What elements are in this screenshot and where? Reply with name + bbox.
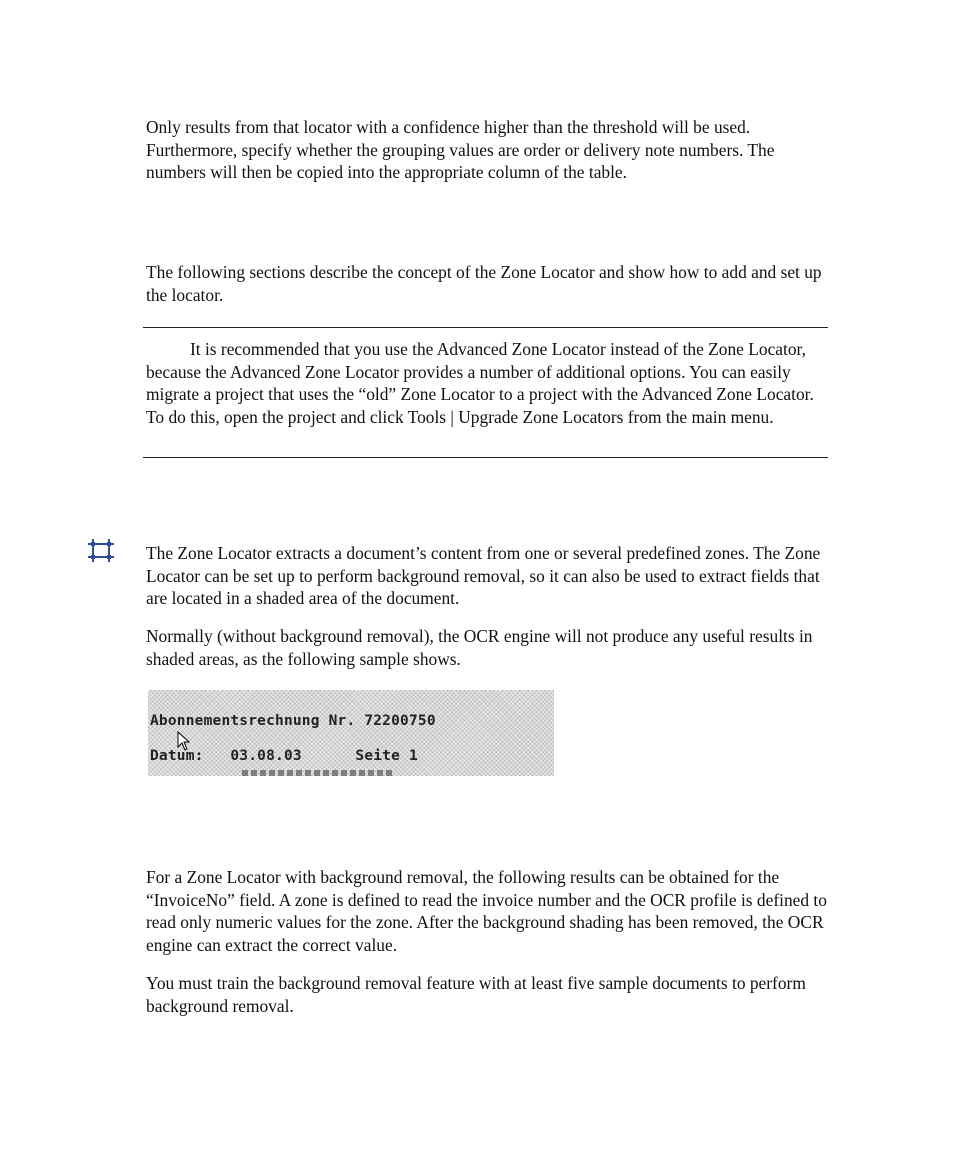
note-box	[143, 327, 828, 458]
sample-line-invoice: Abonnementsrechnung Nr. 72200750	[150, 713, 436, 729]
mouse-cursor-icon	[177, 731, 191, 751]
sample-line-date: Datum: 03.08.03 Seite 1	[150, 748, 418, 764]
paragraph-ocr-shaded: Normally (without background removal), the OCR engine will not produce any useful results in shaded areas, as the following sample shows.	[146, 626, 813, 669]
paragraph-concept: The Zone Locator extracts a document’s content from one or several predefined zones. The Zone Locator can be set up to perform background removal, so it can also be used to extract fields that are located in a shaded area of the document.	[146, 543, 821, 608]
paragraph-training: You must train the background removal feature with at least five sample documents to perform background removal.	[146, 973, 806, 1016]
sample-cutoff-text	[242, 770, 392, 776]
sample-shaded-image	[148, 690, 554, 776]
paragraph-sections-intro: The following sections describe the concept of the Zone Locator and show how to add and set up the locator.	[146, 262, 822, 305]
note-text: It is recommended that you use the Advanced Zone Locator instead of the Zone Locator, because the Advanced Zone Locator provides a number of additional options. You can easily migrate a project that uses the “old” Zone Locator to a project with the Advanced Zone Locator. To do this, open the project and click Tools | Upgrade Zone Locators from the main menu.	[146, 339, 814, 427]
paragraph-background-removal: For a Zone Locator with background removal, the following results can be obtained for the “InvoiceNo” field. A zone is defined to read the invoice number and the OCR profile is defined to read only numeric values for the zone. After the background shading has been removed, the OCR engine can extract the correct value.	[146, 867, 827, 955]
zone-locator-icon	[86, 537, 116, 563]
paragraph-threshold: Only results from that locator with a confidence higher than the threshold will be used. Furthermore, specify whether the grouping values are order or delivery note numbers. The numbers will then be copied into the appropriate column of the table.	[146, 117, 775, 182]
